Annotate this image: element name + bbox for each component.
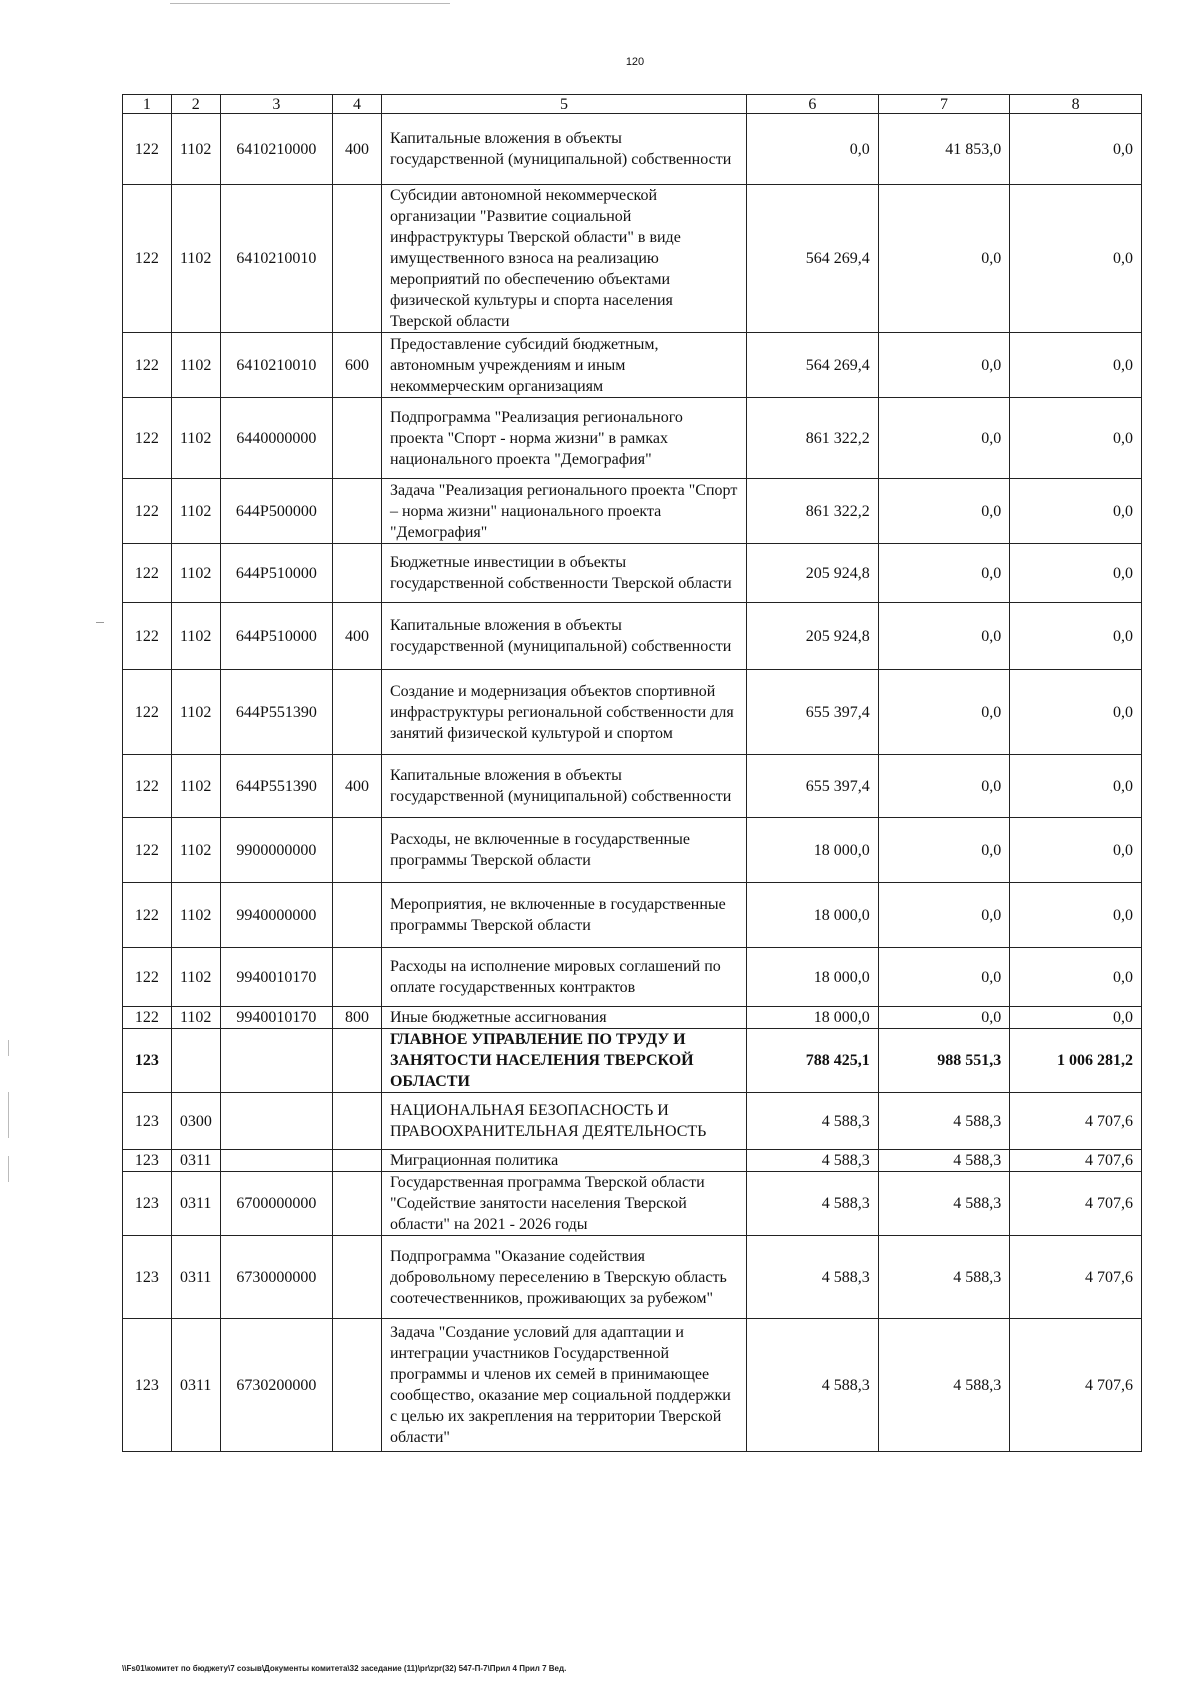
cell-amount-2022: 41 853,0 — [878, 114, 1010, 185]
cell-expense-type — [333, 883, 382, 948]
table-row — [123, 1236, 1142, 1319]
cell-subsection-code: 0311 — [171, 1172, 220, 1236]
cell-amount-2021: 655 397,4 — [747, 755, 879, 818]
cell-subsection-code: 1102 — [171, 948, 220, 1007]
header-cell: 5 — [381, 95, 746, 114]
cell-target-article: 6440000000 — [220, 398, 333, 479]
cell-amount-2021: 205 924,8 — [747, 603, 879, 670]
cell-amount-2023: 0,0 — [1010, 818, 1142, 883]
cell-subsection-code — [171, 1029, 220, 1093]
cell-section-code: 123 — [123, 1150, 172, 1172]
cell-target-article: 6410210010 — [220, 185, 333, 333]
cell-amount-2021: 205 924,8 — [747, 544, 879, 603]
cell-section-code: 123 — [123, 1236, 172, 1319]
cell-amount-2021: 18 000,0 — [747, 818, 879, 883]
cell-expense-type — [333, 185, 382, 333]
cell-section-code: 123 — [123, 1093, 172, 1150]
cell-amount-2022: 0,0 — [878, 883, 1010, 948]
table-row — [123, 1007, 1142, 1029]
table-row — [123, 1150, 1142, 1172]
cell-section-code: 122 — [123, 544, 172, 603]
cell-section-code: 123 — [123, 1172, 172, 1236]
header-cell: 2 — [171, 95, 220, 114]
page-number: 120 — [625, 56, 645, 68]
cell-description: Капитальные вложения в объекты государственной (муниципальной) собственности — [381, 603, 746, 670]
table-body — [123, 114, 1142, 1452]
cell-subsection-code: 0311 — [171, 1150, 220, 1172]
cell-amount-2022: 0,0 — [878, 333, 1010, 398]
cell-amount-2022: 0,0 — [878, 185, 1010, 333]
cell-amount-2022: 4 588,3 — [878, 1093, 1010, 1150]
cell-expense-type: 400 — [333, 603, 382, 670]
cell-description: НАЦИОНАЛЬНАЯ БЕЗОПАСНОСТЬ И ПРАВООХРАНИТЕЛЬНАЯ ДЕЯТЕЛЬНОСТЬ — [381, 1093, 746, 1150]
cell-target-article: 644P551390 — [220, 670, 333, 755]
cell-amount-2021: 564 269,4 — [747, 333, 879, 398]
cell-subsection-code: 0311 — [171, 1319, 220, 1452]
table-row — [123, 755, 1142, 818]
cell-subsection-code: 0311 — [171, 1236, 220, 1319]
cell-expense-type — [333, 479, 382, 544]
cell-amount-2021: 4 588,3 — [747, 1150, 879, 1172]
table-row — [123, 185, 1142, 333]
cell-amount-2022: 0,0 — [878, 398, 1010, 479]
cell-target-article: 9940010170 — [220, 1007, 333, 1029]
scan-artifact — [8, 1092, 9, 1138]
cell-expense-type — [333, 1093, 382, 1150]
cell-amount-2023: 4 707,6 — [1010, 1093, 1142, 1150]
cell-expense-type: 600 — [333, 333, 382, 398]
scan-artifact — [8, 1040, 9, 1056]
cell-subsection-code: 0300 — [171, 1093, 220, 1150]
cell-section-code: 123 — [123, 1319, 172, 1452]
cell-amount-2022: 4 588,3 — [878, 1236, 1010, 1319]
cell-description: Капитальные вложения в объекты государственной (муниципальной) собственности — [381, 755, 746, 818]
cell-amount-2023: 0,0 — [1010, 479, 1142, 544]
cell-amount-2022: 0,0 — [878, 479, 1010, 544]
cell-target-article: 6410210000 — [220, 114, 333, 185]
cell-amount-2021: 861 322,2 — [747, 479, 879, 544]
table-header — [123, 95, 1142, 114]
cell-expense-type — [333, 670, 382, 755]
cell-description: Предоставление субсидий бюджетным, автономным учреждениям и иным некоммерческим организациям — [381, 333, 746, 398]
cell-target-article: 9900000000 — [220, 818, 333, 883]
cell-description: Создание и модернизация объектов спортивной инфраструктуры региональной собственности для занятий физической культурой и спортом — [381, 670, 746, 755]
cell-description: Субсидии автономной некоммерческой организации "Развитие социальной инфраструктуры Тверской области" в виде имущественного взноса на реализацию мероприятий по обеспечению объектами физической культуры и спорта населения Тверской области — [381, 185, 746, 333]
cell-amount-2023: 0,0 — [1010, 670, 1142, 755]
cell-amount-2021: 18 000,0 — [747, 948, 879, 1007]
cell-amount-2023: 1 006 281,2 — [1010, 1029, 1142, 1093]
cell-description: Государственная программа Тверской области "Содействие занятости населения Тверской области" на 2021 - 2026 годы — [381, 1172, 746, 1236]
cell-subsection-code: 1102 — [171, 185, 220, 333]
cell-amount-2022: 4 588,3 — [878, 1319, 1010, 1452]
cell-section-code: 122 — [123, 185, 172, 333]
header-cell: 7 — [878, 95, 1010, 114]
cell-expense-type — [333, 1172, 382, 1236]
cell-description: Подпрограмма "Реализация регионального проекта "Спорт - норма жизни" в рамках национального проекта "Демография" — [381, 398, 746, 479]
cell-subsection-code: 1102 — [171, 670, 220, 755]
cell-section-code: 123 — [123, 1029, 172, 1093]
cell-target-article — [220, 1029, 333, 1093]
table-row — [123, 948, 1142, 1007]
cell-amount-2021: 4 588,3 — [747, 1172, 879, 1236]
cell-amount-2023: 4 707,6 — [1010, 1236, 1142, 1319]
cell-section-code: 122 — [123, 948, 172, 1007]
table-row — [123, 670, 1142, 755]
cell-description: Подпрограмма "Оказание содействия добровольному переселению в Тверскую область соотечественников, проживающих за рубежом" — [381, 1236, 746, 1319]
cell-amount-2022: 0,0 — [878, 818, 1010, 883]
table-row — [123, 479, 1142, 544]
cell-subsection-code: 1102 — [171, 883, 220, 948]
scan-top-rule — [170, 3, 450, 4]
cell-amount-2021: 0,0 — [747, 114, 879, 185]
cell-expense-type — [333, 1236, 382, 1319]
cell-subsection-code: 1102 — [171, 333, 220, 398]
cell-subsection-code: 1102 — [171, 818, 220, 883]
cell-amount-2021: 18 000,0 — [747, 883, 879, 948]
cell-amount-2021: 788 425,1 — [747, 1029, 879, 1093]
table-row — [123, 114, 1142, 185]
cell-amount-2022: 0,0 — [878, 670, 1010, 755]
cell-amount-2022: 0,0 — [878, 755, 1010, 818]
cell-target-article — [220, 1150, 333, 1172]
cell-expense-type — [333, 948, 382, 1007]
cell-amount-2022: 0,0 — [878, 948, 1010, 1007]
cell-section-code: 122 — [123, 333, 172, 398]
cell-section-code: 122 — [123, 670, 172, 755]
cell-amount-2023: 0,0 — [1010, 883, 1142, 948]
cell-amount-2022: 988 551,3 — [878, 1029, 1010, 1093]
cell-description: Задача "Создание условий для адаптации и интеграции участников Государственной программы и членов их семей в принимающее сообщество, оказание мер социальной поддержки с целью их закрепления на территории Тверской области" — [381, 1319, 746, 1452]
cell-subsection-code: 1102 — [171, 1007, 220, 1029]
cell-target-article — [220, 1093, 333, 1150]
table-row — [123, 544, 1142, 603]
cell-expense-type: 400 — [333, 755, 382, 818]
cell-amount-2023: 0,0 — [1010, 603, 1142, 670]
cell-subsection-code: 1102 — [171, 398, 220, 479]
cell-amount-2021: 861 322,2 — [747, 398, 879, 479]
cell-subsection-code: 1102 — [171, 603, 220, 670]
cell-expense-type: 400 — [333, 114, 382, 185]
cell-description: Расходы на исполнение мировых соглашений по оплате государственных контрактов — [381, 948, 746, 1007]
cell-amount-2022: 4 588,3 — [878, 1150, 1010, 1172]
header-cell: 3 — [220, 95, 333, 114]
table-row — [123, 818, 1142, 883]
cell-amount-2023: 0,0 — [1010, 398, 1142, 479]
cell-amount-2023: 4 707,6 — [1010, 1319, 1142, 1452]
table-row — [123, 1029, 1142, 1093]
cell-expense-type — [333, 544, 382, 603]
cell-amount-2023: 0,0 — [1010, 333, 1142, 398]
cell-amount-2023: 0,0 — [1010, 544, 1142, 603]
cell-description: Задача "Реализация регионального проекта "Спорт – норма жизни" национального проекта "Демография" — [381, 479, 746, 544]
table-row — [123, 1093, 1142, 1150]
cell-description: Расходы, не включенные в государственные программы Тверской области — [381, 818, 746, 883]
header-row — [123, 95, 1142, 114]
cell-target-article: 6730200000 — [220, 1319, 333, 1452]
cell-expense-type — [333, 1029, 382, 1093]
cell-subsection-code: 1102 — [171, 755, 220, 818]
cell-target-article: 644P551390 — [220, 755, 333, 818]
cell-subsection-code: 1102 — [171, 544, 220, 603]
cell-amount-2022: 0,0 — [878, 1007, 1010, 1029]
cell-section-code: 122 — [123, 883, 172, 948]
cell-target-article: 9940000000 — [220, 883, 333, 948]
cell-description: Капитальные вложения в объекты государственной (муниципальной) собственности — [381, 114, 746, 185]
table-row — [123, 1172, 1142, 1236]
cell-amount-2021: 4 588,3 — [747, 1319, 879, 1452]
cell-expense-type — [333, 398, 382, 479]
cell-target-article: 644P510000 — [220, 544, 333, 603]
table-row — [123, 333, 1142, 398]
budget-table — [122, 94, 1142, 1452]
table-row — [123, 883, 1142, 948]
table-row — [123, 398, 1142, 479]
margin-mark — [96, 622, 104, 623]
cell-expense-type — [333, 1319, 382, 1452]
cell-amount-2021: 564 269,4 — [747, 185, 879, 333]
cell-expense-type: 800 — [333, 1007, 382, 1029]
cell-expense-type — [333, 818, 382, 883]
table-row — [123, 603, 1142, 670]
scan-artifact — [8, 1156, 9, 1182]
cell-amount-2022: 0,0 — [878, 603, 1010, 670]
cell-amount-2021: 4 588,3 — [747, 1236, 879, 1319]
header-cell: 4 — [333, 95, 382, 114]
cell-target-article: 6410210010 — [220, 333, 333, 398]
cell-amount-2023: 0,0 — [1010, 755, 1142, 818]
cell-section-code: 122 — [123, 479, 172, 544]
cell-target-article: 644P510000 — [220, 603, 333, 670]
cell-amount-2021: 4 588,3 — [747, 1093, 879, 1150]
cell-description: ГЛАВНОЕ УПРАВЛЕНИЕ ПО ТРУДУ И ЗАНЯТОСТИ НАСЕЛЕНИЯ ТВЕРСКОЙ ОБЛАСТИ — [381, 1029, 746, 1093]
cell-section-code: 122 — [123, 755, 172, 818]
cell-amount-2021: 18 000,0 — [747, 1007, 879, 1029]
cell-amount-2021: 655 397,4 — [747, 670, 879, 755]
cell-target-article: 6700000000 — [220, 1172, 333, 1236]
cell-target-article: 6730000000 — [220, 1236, 333, 1319]
cell-target-article: 9940010170 — [220, 948, 333, 1007]
cell-amount-2022: 0,0 — [878, 544, 1010, 603]
cell-description: Бюджетные инвестиции в объекты государственной собственности Тверской области — [381, 544, 746, 603]
file-path-footer: \\Fs01\комитет по бюджету\7 созыв\Документы комитета\32 заседание (11)\pr\zpr(32) 547-П-7\Прил 4 Прил 7 Вед. — [122, 1664, 567, 1673]
cell-amount-2023: 0,0 — [1010, 1007, 1142, 1029]
header-cell: 6 — [747, 95, 879, 114]
cell-amount-2023: 0,0 — [1010, 948, 1142, 1007]
cell-description: Миграционная политика — [381, 1150, 746, 1172]
cell-expense-type — [333, 1150, 382, 1172]
cell-section-code: 122 — [123, 818, 172, 883]
cell-section-code: 122 — [123, 603, 172, 670]
cell-section-code: 122 — [123, 398, 172, 479]
cell-subsection-code: 1102 — [171, 114, 220, 185]
header-cell: 8 — [1010, 95, 1142, 114]
cell-amount-2023: 4 707,6 — [1010, 1150, 1142, 1172]
cell-subsection-code: 1102 — [171, 479, 220, 544]
cell-amount-2022: 4 588,3 — [878, 1172, 1010, 1236]
cell-description: Мероприятия, не включенные в государственные программы Тверской области — [381, 883, 746, 948]
header-cell: 1 — [123, 95, 172, 114]
cell-section-code: 122 — [123, 114, 172, 185]
table-row — [123, 1319, 1142, 1452]
cell-amount-2023: 4 707,6 — [1010, 1172, 1142, 1236]
cell-amount-2023: 0,0 — [1010, 114, 1142, 185]
cell-target-article: 644P500000 — [220, 479, 333, 544]
cell-amount-2023: 0,0 — [1010, 185, 1142, 333]
cell-description: Иные бюджетные ассигнования — [381, 1007, 746, 1029]
cell-section-code: 122 — [123, 1007, 172, 1029]
